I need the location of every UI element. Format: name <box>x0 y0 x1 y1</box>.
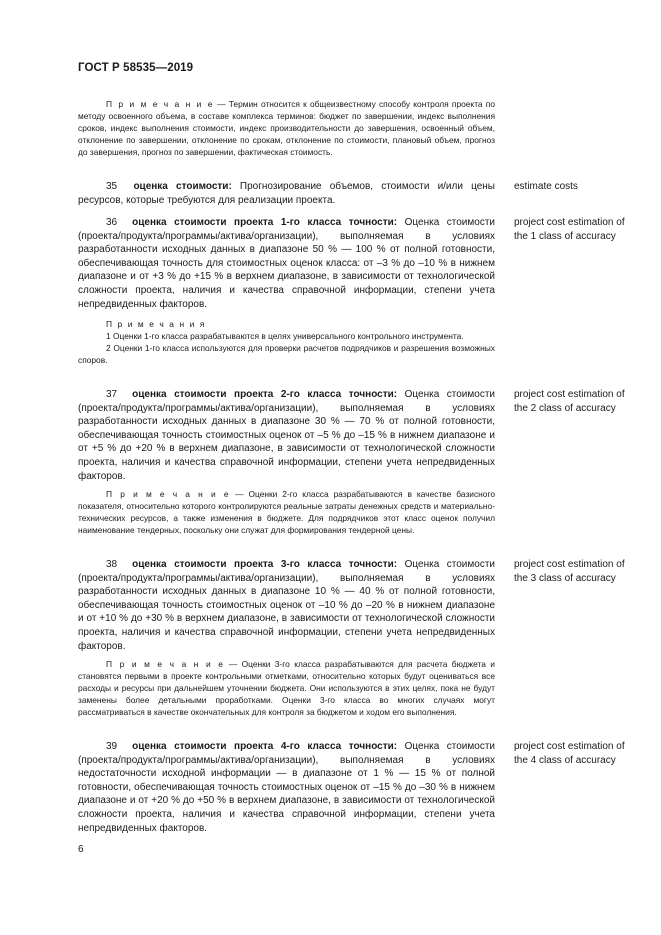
note-label: П р и м е ч а н и е <box>106 659 225 669</box>
note-37 <box>78 488 495 536</box>
term-number: 35 <box>106 181 118 192</box>
term-title: оценка стоимости проекта 1-го класса точности: <box>132 217 398 228</box>
term-number: 38 <box>106 559 118 570</box>
term-36-english: project cost estimation of the 1 class of accuracy <box>514 217 625 242</box>
term-title: оценка стоимости проекта 3-го класса точности: <box>132 559 398 570</box>
term-definition: Оценка стоимости (проекта/продукта/программы/актива/организации), выполняемая в условиях разработанности исходных данных в диапазоне 50 % — 100 % от полной готовности, обеспечивающая точность для стоимостных оценок класса: от –3 % до –10 % в нижнем диапазоне и от +3 % до +15 % в верхнем диапазоне, в зависимости от технологической сложности проекта, наличия и качества справочной информации, степени учета непредвиденных факторов. <box>78 217 495 310</box>
note-text: — Оценки 3-го класса разрабатываются для расчета бюджета и становятся первыми в проекте контрольными отметками, относительно которых будут оцениваться все расходы и ресурсы при дальнейшем уточнении бюджета. Они используются в этих целях, пока не будут заменены более детальными проработками. Оценки 3-го класса во многих случаях могут рассматриваться в качестве окончательных для контроля за бюджетом и ходом его выполнения. <box>78 659 495 718</box>
notes-label: П р и м е ч а н и я <box>106 319 206 329</box>
note-label: П р и м е ч а н и е <box>106 99 214 109</box>
term-39-english: project cost estimation of the 4 class of accuracy <box>514 741 625 766</box>
term-definition: Оценка стоимости (проекта/продукта/программы/актива/организации), выполняемая в условиях разработанности исходных данных в диапазоне 10 % — 40 % от полной готовности, обеспечивающая точность стоимостных оценок от –10 % до –20 % в нижнем диапазоне и от +10 % до +30 % в верхнем диапазоне, в зависимости от технологической сложности проекта, наличия и качества справочной информации, степени учета непредвиденных факторов. <box>78 559 495 652</box>
term-definition: Оценка стоимости (проекта/продукта/программы/актива/организации), выполняемая в условиях недостаточности исходной информации — в диапазоне от 1 % — 15 % от полной готовности, обеспечивающая точность стоимостных оценок от –15 % до –30 % в нижнем диапазоне и от +20 % до +50 % в верхнем диапазоне, в зависимости от технологической сложности проекта, наличия и качества справочной информации, степени учета непредвиденных факторов. <box>78 741 495 834</box>
note-item-2: 2 Оценки 1-го класса используются для проверки расчетов подрядчиков и разрешения возможных споров. <box>78 343 495 366</box>
note-label: П р и м е ч а н и е <box>106 489 231 499</box>
term-35 <box>78 180 495 207</box>
page-number: 6 <box>78 844 84 855</box>
term-number: 37 <box>106 389 118 400</box>
term-38-english: project cost estimation of the 3 class of accuracy <box>514 559 625 584</box>
note-intro <box>78 98 495 158</box>
term-36 <box>78 216 495 311</box>
document-header: ГОСТ Р 58535—2019 <box>78 62 194 74</box>
term-38 <box>78 558 495 653</box>
term-37 <box>78 388 495 483</box>
term-definition: Прогнозирование объемов, стоимости и/или цены ресурсов, которые требуются для реализации проекта. <box>78 181 495 206</box>
term-37-english: project cost estimation of the 2 class of accuracy <box>514 389 625 414</box>
term-35-english: estimate costs <box>514 181 578 192</box>
term-definition: Оценка стоимости (проекта/продукта/программы/актива/организации), выполняемая в условиях разработанности исходных данных в диапазоне 30 % — 70 % от полной готовности, обеспечивающая точность стоимостных оценок от –5 % до –15 % в нижнем диапазоне и от +5 % до +20 % в верхнем диапазоне, в зависимости от технологической сложности проекта, наличия и качества справочной информации, степени учета непредвиденных факторов. <box>78 389 495 482</box>
note-text: — Оценки 2-го класса разрабатываются в качестве базисного показателя, относительно которого контролируются реальные затраты денежных средств и материально-технических ресурсов, а также изменения в бюджете. Для подрядчиков этот класс оценок получил наименование тендерных, поскольку они служат для формирования тендерной цены. <box>78 489 495 536</box>
note-text: — Термин относится к общеизвестному способу контроля проекта по методу освоенного объема, в составе комплекса терминов: бюджет по завершении, индекс выполнения сроков, индекс выполнения стоимости, индекс производительности до завершения, освоенный объем, отклонение по завершении, отклонение по срокам, отклонение по стоимости, плановый объем, прогноз до завершения, прогноз по завершении, фактическая стоимость. <box>78 99 495 158</box>
term-39 <box>78 740 495 835</box>
term-title: оценка стоимости проекта 4-го класса точности: <box>132 741 398 752</box>
note-38 <box>78 658 495 718</box>
term-title: оценка стоимости проекта 2-го класса точности: <box>132 389 398 400</box>
term-number: 39 <box>106 741 118 752</box>
term-title: оценка стоимости: <box>133 181 232 192</box>
notes-36 <box>78 318 495 366</box>
term-number: 36 <box>106 217 118 228</box>
note-item-1: 1 Оценки 1-го класса разрабатываются в целях универсального контрольного инструмента. <box>106 331 464 342</box>
